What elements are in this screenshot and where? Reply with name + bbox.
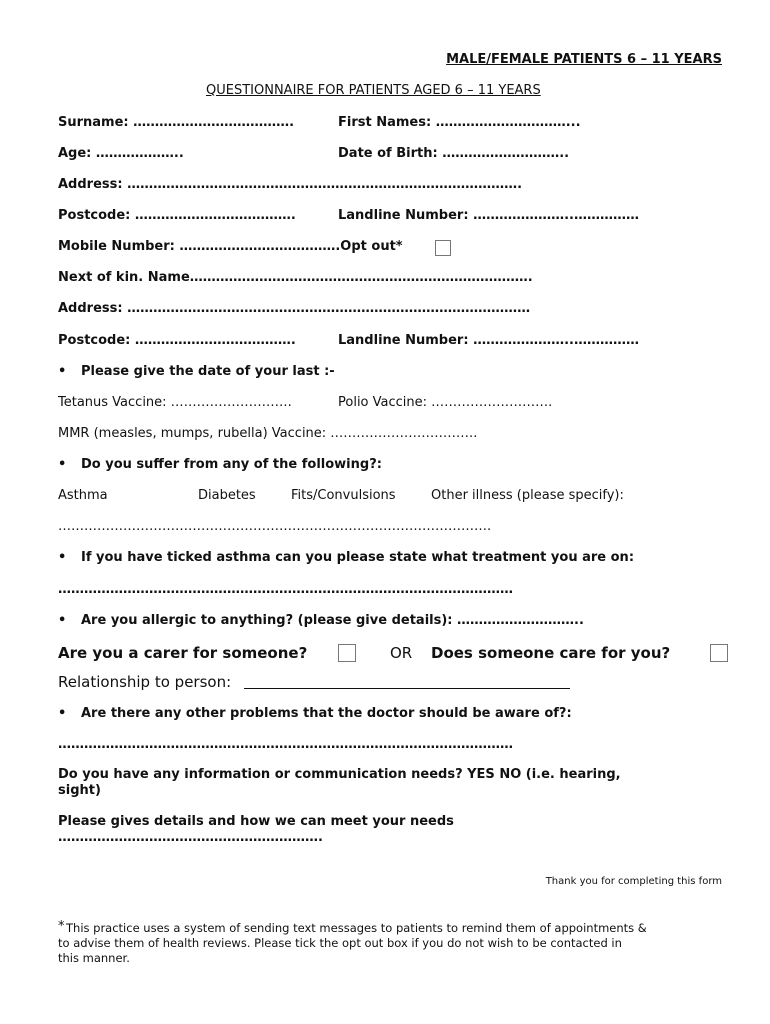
next-of-kin-name-field[interactable]: Next of kin. Name……………………………………………………………………. bbox=[58, 270, 533, 285]
carer-checkbox[interactable] bbox=[338, 644, 356, 662]
form-title: MALE/FEMALE PATIENTS 6 – 11 YEARS bbox=[446, 52, 722, 67]
footnote-line: This practice uses a system of sending text messages to patients to remind them of appointments & bbox=[66, 921, 647, 935]
next-of-kin-address-field[interactable]: Address: ………………………………………………………………………………… bbox=[58, 301, 531, 316]
vaccine-heading: Please give the date of your last :- bbox=[81, 364, 335, 379]
footnote-line: this manner. bbox=[58, 951, 130, 965]
next-of-kin-landline-field[interactable]: Landline Number: …………………..…………… bbox=[338, 333, 639, 348]
carer-question: Are you a carer for someone? bbox=[58, 644, 308, 662]
diabetes-option[interactable]: Diabetes bbox=[198, 488, 256, 503]
mobile-field[interactable]: Mobile Number: ……………………………….Opt out* bbox=[58, 239, 403, 254]
landline-field[interactable]: Landline Number: …………………..…………… bbox=[338, 208, 639, 223]
other-illness-label: Other illness (please specify): bbox=[431, 488, 624, 503]
relationship-label: Relationship to person: bbox=[58, 673, 232, 691]
conditions-heading: Do you suffer from any of the following?: bbox=[81, 457, 382, 472]
thank-you-note: Thank you for completing this form bbox=[545, 876, 722, 887]
opt-out-checkbox[interactable] bbox=[435, 240, 451, 256]
bullet-icon: • bbox=[58, 706, 67, 721]
relationship-input-line[interactable] bbox=[244, 688, 570, 689]
bullet-icon: • bbox=[58, 457, 67, 472]
date-of-birth-field[interactable]: Date of Birth: ……………………….. bbox=[338, 146, 570, 161]
communication-question-cont: sight) bbox=[58, 783, 101, 798]
address-field[interactable]: Address: ………………………………………………………………………………. bbox=[58, 177, 523, 192]
postcode-field[interactable]: Postcode: ………………………………. bbox=[58, 208, 296, 223]
bullet-icon: • bbox=[58, 613, 67, 628]
or-label: OR bbox=[390, 644, 413, 662]
allergy-field[interactable]: Are you allergic to anything? (please give details): ……………………….. bbox=[81, 613, 584, 628]
surname-field[interactable]: Surname: ………………………………. bbox=[58, 115, 295, 130]
communication-question: Do you have any information or communication needs? YES NO (i.e. hearing, bbox=[58, 767, 621, 782]
bullet-icon: • bbox=[58, 364, 67, 379]
footnote-line: to advise them of health reviews. Please tick the opt out box if you do not wish to be contacted in bbox=[58, 936, 622, 950]
age-field[interactable]: Age: ……………….. bbox=[58, 146, 184, 161]
cared-for-question: Does someone care for you? bbox=[431, 644, 671, 662]
footnote-star: * bbox=[58, 919, 65, 934]
questionnaire-subtitle: QUESTIONNAIRE FOR PATIENTS AGED 6 – 11 YEARS bbox=[206, 83, 541, 98]
polio-vaccine-field[interactable]: Polio Vaccine: ………………………. bbox=[338, 395, 553, 410]
asthma-treatment-heading: If you have ticked asthma can you please state what treatment you are on: bbox=[81, 550, 635, 565]
asthma-option[interactable]: Asthma bbox=[58, 488, 108, 503]
bullet-icon: • bbox=[58, 550, 67, 565]
communication-details-field[interactable]: ……………………………………………………. bbox=[58, 830, 323, 845]
tetanus-vaccine-field[interactable]: Tetanus Vaccine: ………………………. bbox=[58, 395, 292, 410]
next-of-kin-postcode-field[interactable]: Postcode: ………………………………. bbox=[58, 333, 296, 348]
asthma-treatment-field[interactable]: …………………………………………………………………………………………… bbox=[58, 582, 513, 597]
communication-details-label: Please gives details and how we can meet your needs bbox=[58, 814, 454, 829]
other-problems-heading: Are there any other problems that the doctor should be aware of?: bbox=[81, 706, 572, 721]
cared-for-checkbox[interactable] bbox=[710, 644, 728, 662]
other-problems-field[interactable]: …………………………………………………………………………………………… bbox=[58, 737, 513, 752]
mmr-vaccine-field[interactable]: MMR (measles, mumps, rubella) Vaccine: ……………………………. bbox=[58, 426, 478, 441]
fits-convulsions-option[interactable]: Fits/Convulsions bbox=[291, 488, 396, 503]
other-illness-field[interactable]: ………………………………………………………………………………………. bbox=[58, 519, 492, 534]
first-names-field[interactable]: First Names: …………………………... bbox=[338, 115, 581, 130]
